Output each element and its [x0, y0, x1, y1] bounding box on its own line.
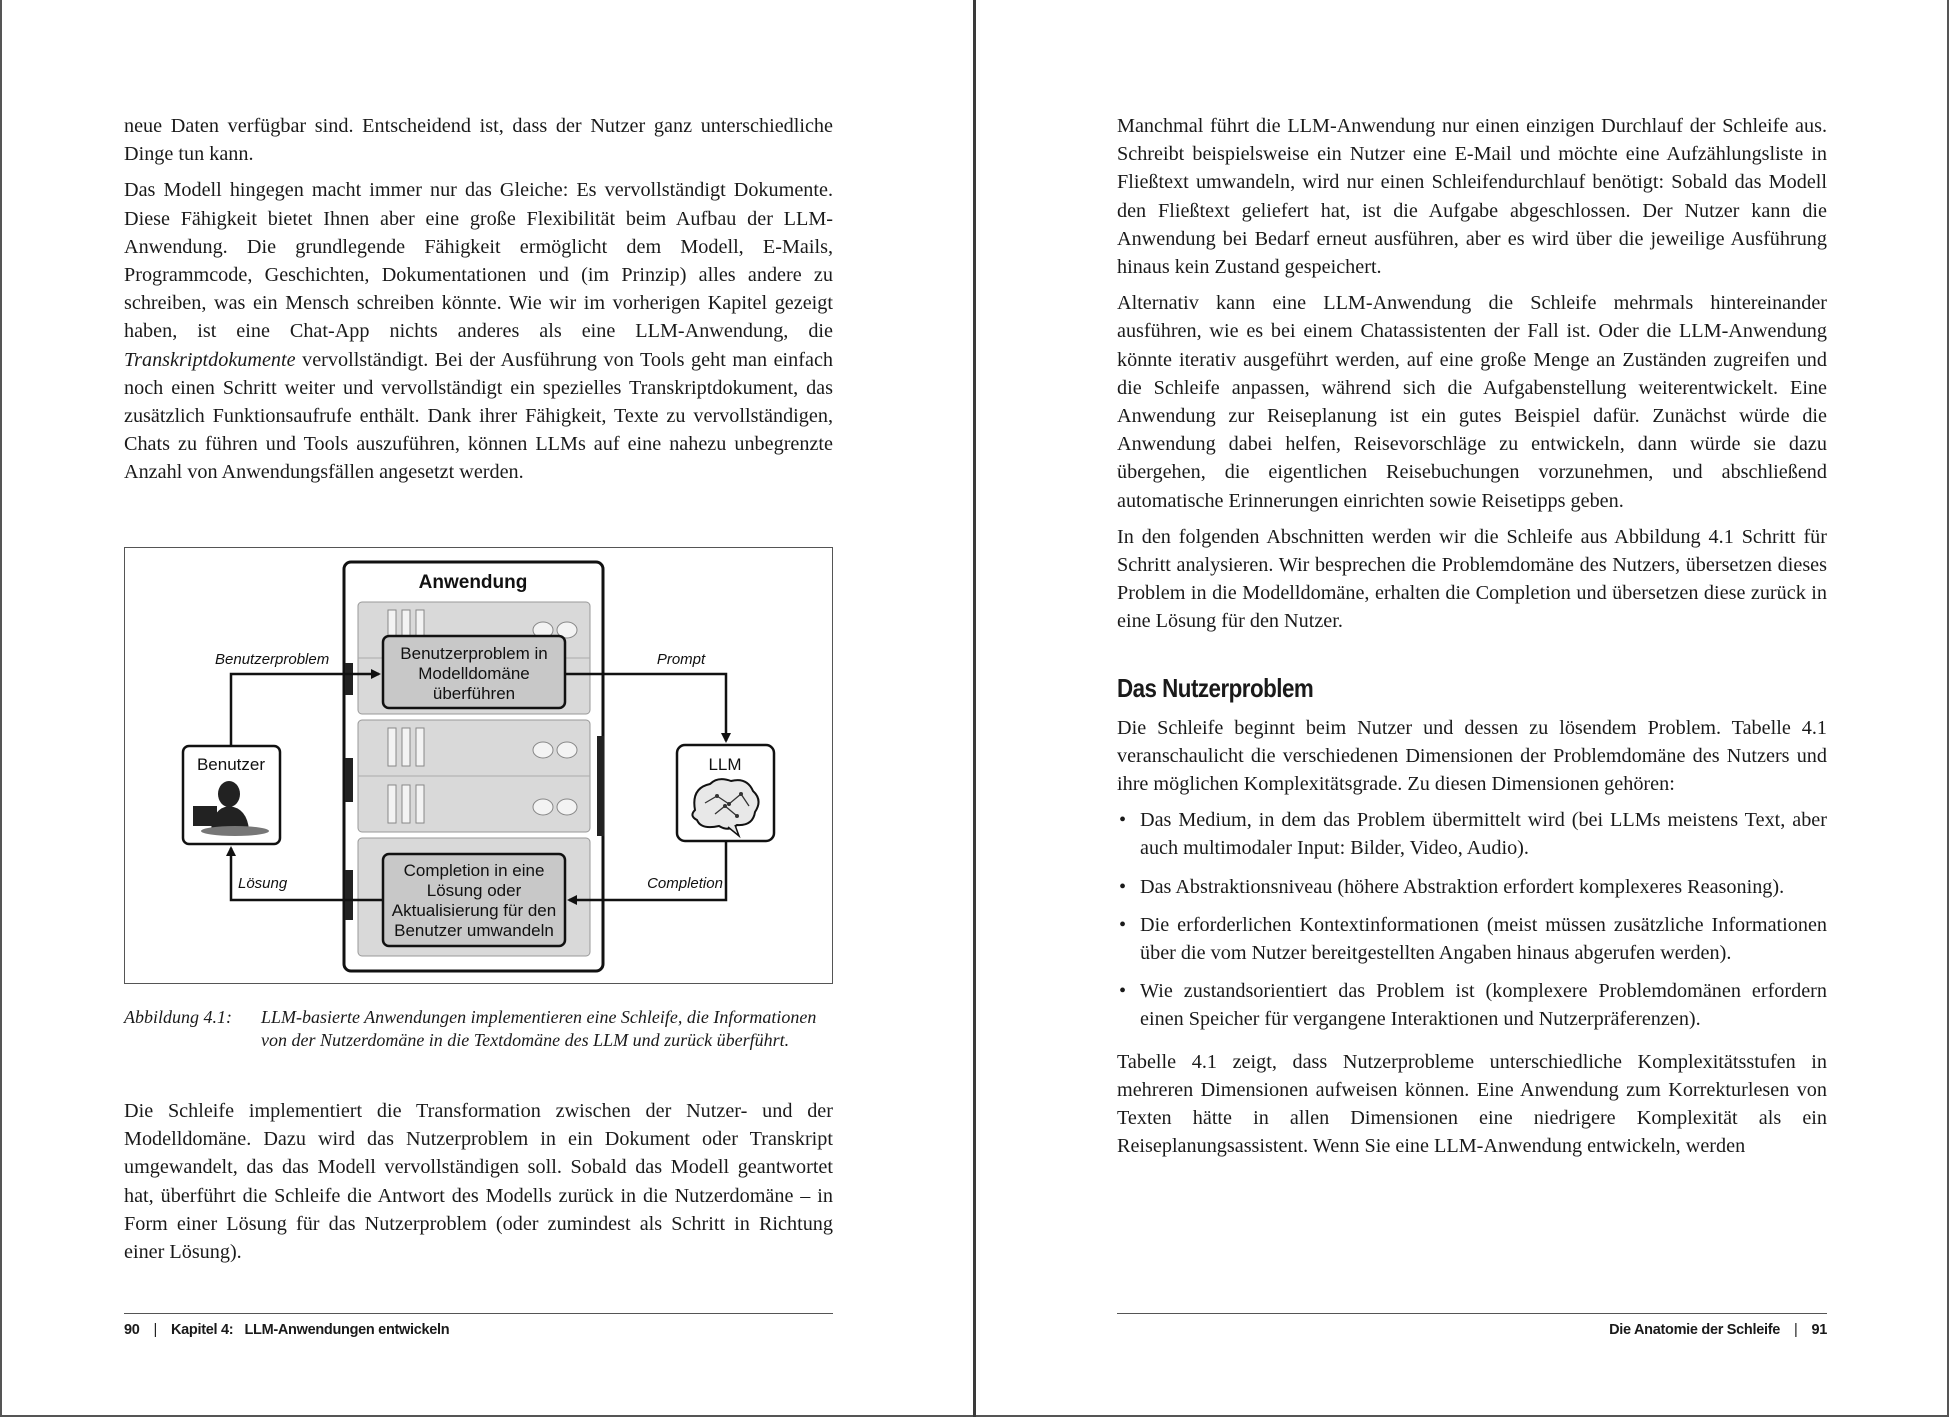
- figure-caption: [124, 1006, 833, 1051]
- list-item: • Das Abstraktionsniveau (höhere Abstraktion erfordert komplexeres Reasoning).: [1117, 873, 1827, 901]
- left-top-text: [124, 112, 833, 495]
- label-user-problem: Benutzerproblem: [215, 651, 330, 668]
- page-footer-right: Die Anatomie der Schleife | 91: [1609, 1322, 1827, 1338]
- italic-term: Transkriptdokumente: [124, 348, 296, 371]
- list-item: • Die erforderlichen Kontextinformationen (meist müssen zusätzliche Informationen über die vom Nutzer bereitgestellten Angaben hinaus abgerufen werden).: [1117, 911, 1827, 967]
- paragraph: Das Modell hingegen macht immer nur das Gleiche: Es vervollständigt Dokumente. Diese Fähigkeit bietet Ihnen aber eine große Flexibilität beim Aufbau der LLM-Anwendung. Die grundlegende Fähigkeit ermöglicht dem Modell, E-Mails, Programmcode, Geschichten, Dokumentationen und (im Prinzip) alles andere zu schreiben, was ein Mensch schreiben könnte. Wie wir im vorherigen Kapitel gezeigt haben, ist eine Chat-App nichts anderes als eine LLM-Anwendung, die Transkriptdokumente vervollständigt. Bei der Ausführung von Tools geht man einfach noch einen Schritt weiter und vervollständigt ein spezielles Transkriptdokument, das zusätzlich Funktionsaufrufe enthält. Dank ihrer Fähigkeit, Texte zu vervollständigen, Chats zu führen und Tools auszuführen, können LLMs auf eine nahezu unbegrenzte Anzahl von Anwendungsfällen angesetzt werden.: [124, 179, 833, 484]
- label-solution: Lösung: [238, 875, 288, 892]
- list-item: • Das Medium, in dem das Problem übermittelt wird (bei LLMs meistens Text, aber auch multimodaler Input: Bilder, Video, Audio).: [1117, 806, 1827, 862]
- footer-rule: [1117, 1313, 1827, 1314]
- chapter-title: LLM-Anwendungen entwickeln: [244, 1322, 450, 1338]
- svg-text:Benutzer umwandeln: Benutzer umwandeln: [394, 921, 554, 940]
- section-title: Die Anatomie der Schleife: [1609, 1322, 1780, 1338]
- svg-text:Completion in eine: Completion in eine: [403, 861, 545, 880]
- svg-text:Aktualisierung für den: Aktualisierung für den: [391, 901, 557, 920]
- page-number: 90: [124, 1322, 140, 1338]
- svg-text:Lösung oder: Lösung oder: [426, 881, 522, 900]
- paragraph: Alternativ kann eine LLM-Anwendung die Schleife mehrmals hintereinander ausführen, wie es bei einem Chatassistenten der Fall ist. Oder die LLM-Anwendung könnte iterativ ausgeführt werden, auf eine große Menge an Zuständen zugreifen und die Schleife anpassen, während sich die Aufgabenstellung weiterentwickelt. Eine Anwendung zur Reiseplanung ist ein gutes Beispiel dafür. Zunächst würde die Anwendung dabei helfen, Reisevorschläge zu entwickeln, dann würde sie dazu übergehen, die eigentlichen Reisebuchungen vorzunehmen, und abschließend automatische Erinnerungen einrichten sowie Reisetipps geben.: [1117, 292, 1827, 512]
- svg-text:Modelldomäne: Modelldomäne: [418, 664, 530, 683]
- section-heading: Das Nutzerproblem: [1117, 672, 1314, 703]
- page-number: 91: [1811, 1322, 1827, 1338]
- paragraph: In den folgenden Abschnitten werden wir die Schleife aus Abbildung 4.1 Schritt für Schritt analysieren. Wir besprechen die Problemdomäne des Nutzers, übersetzen dieses Problem in die Modelldomäne, erhalten die Completion und übersetzen diese zurück in eine Lösung für den Nutzer.: [1117, 525, 1827, 633]
- chapter-label: Kapitel 4:: [171, 1322, 234, 1338]
- paragraph: Die Schleife implementiert die Transformation zwischen der Nutzer- und der Modelldomäne. Dazu wird das Nutzerproblem in ein Dokument oder Transkript umgewandelt, das das Modell vervollständigen soll. Sobald das Modell geantwortet hat, überführt die Schleife die Antwort des Modells zurück in die Nutzerdomäne – in Form einer Lösung für das Nutzerproblem (oder zumindest als Schritt in Richtung einer Lösung).: [124, 1100, 833, 1264]
- footer-rule: [124, 1313, 833, 1314]
- page-footer-left: 90 | Kapitel 4: LLM-Anwendungen entwickeln: [124, 1322, 450, 1338]
- label-prompt: Prompt: [656, 651, 706, 668]
- right-page: [977, 0, 1949, 1417]
- paragraph: Die Schleife beginnt beim Nutzer und dessen zu lösendem Problem. Tabelle 4.1 veranschaulicht die verschiedenen Dimensionen der Problemdomäne des Nutzers und ihre möglichen Komplexitätsgrade. Zu diesen Dimensionen gehören:: [1117, 716, 1827, 796]
- paragraph: Tabelle 4.1 zeigt, dass Nutzerprobleme unterschiedliche Komplexitätsstufen in mehreren Dimensionen aufweisen können. Eine Anwendung zum Korrekturlesen von Texten hätte in allen Dimensionen eine niedrigere Komplexität als ein Reiseplanungsassistent. Wenn Sie eine LLM-Anwendung entwickeln, werden: [1117, 1050, 1827, 1158]
- caption-number: Abbildung 4.1:: [124, 1007, 232, 1027]
- list-item: • Wie zustandsorientiert das Problem ist (komplexere Problemdomänen erfordern einen Speicher für vergangene Interaktionen und Nutzerpräferenzen).: [1117, 977, 1827, 1033]
- left-page: [0, 0, 974, 1417]
- llm-label: LLM: [708, 755, 742, 774]
- loop-diagram: [125, 548, 832, 983]
- label-completion: Completion: [647, 875, 723, 892]
- figure-4-1: [124, 547, 833, 984]
- paragraph: Manchmal führt die LLM-Anwendung nur einen einzigen Durchlauf der Schleife aus. Schreibt beispielsweise ein Nutzer eine E-Mail und möchte eine Aufzählungsliste in Fließtext umwandeln, wird nur einen Schleifendurchlauf benötigt: Sobald das Modell den Fließtext geliefert hat, ist die Aufgabe abgeschlossen. Der Nutzer kann die Anwendung bei Bedarf erneut ausführen, aber es wird über die jeweilige Ausführung hinaus kein Zustand gespeichert.: [1117, 115, 1827, 279]
- dimensions-list: [1117, 806, 1827, 1033]
- paragraph: neue Daten verfügbar sind. Entscheidend ist, dass der Nutzer ganz unterschiedliche Dinge tun kann.: [124, 115, 833, 166]
- svg-text:überführen: überführen: [432, 684, 516, 703]
- svg-text:Benutzerproblem in: Benutzerproblem in: [400, 644, 548, 663]
- right-text: [1117, 112, 1827, 1169]
- user-label: Benutzer: [196, 755, 266, 774]
- caption-text: LLM-basierte Anwendungen implementieren eine Schleife, die Informationen von der Nutzerdomäne in die Textdomäne des LLM und zurück überführt.: [261, 1007, 817, 1050]
- application-title: Anwendung: [418, 572, 528, 593]
- left-bottom-text: [124, 1097, 833, 1274]
